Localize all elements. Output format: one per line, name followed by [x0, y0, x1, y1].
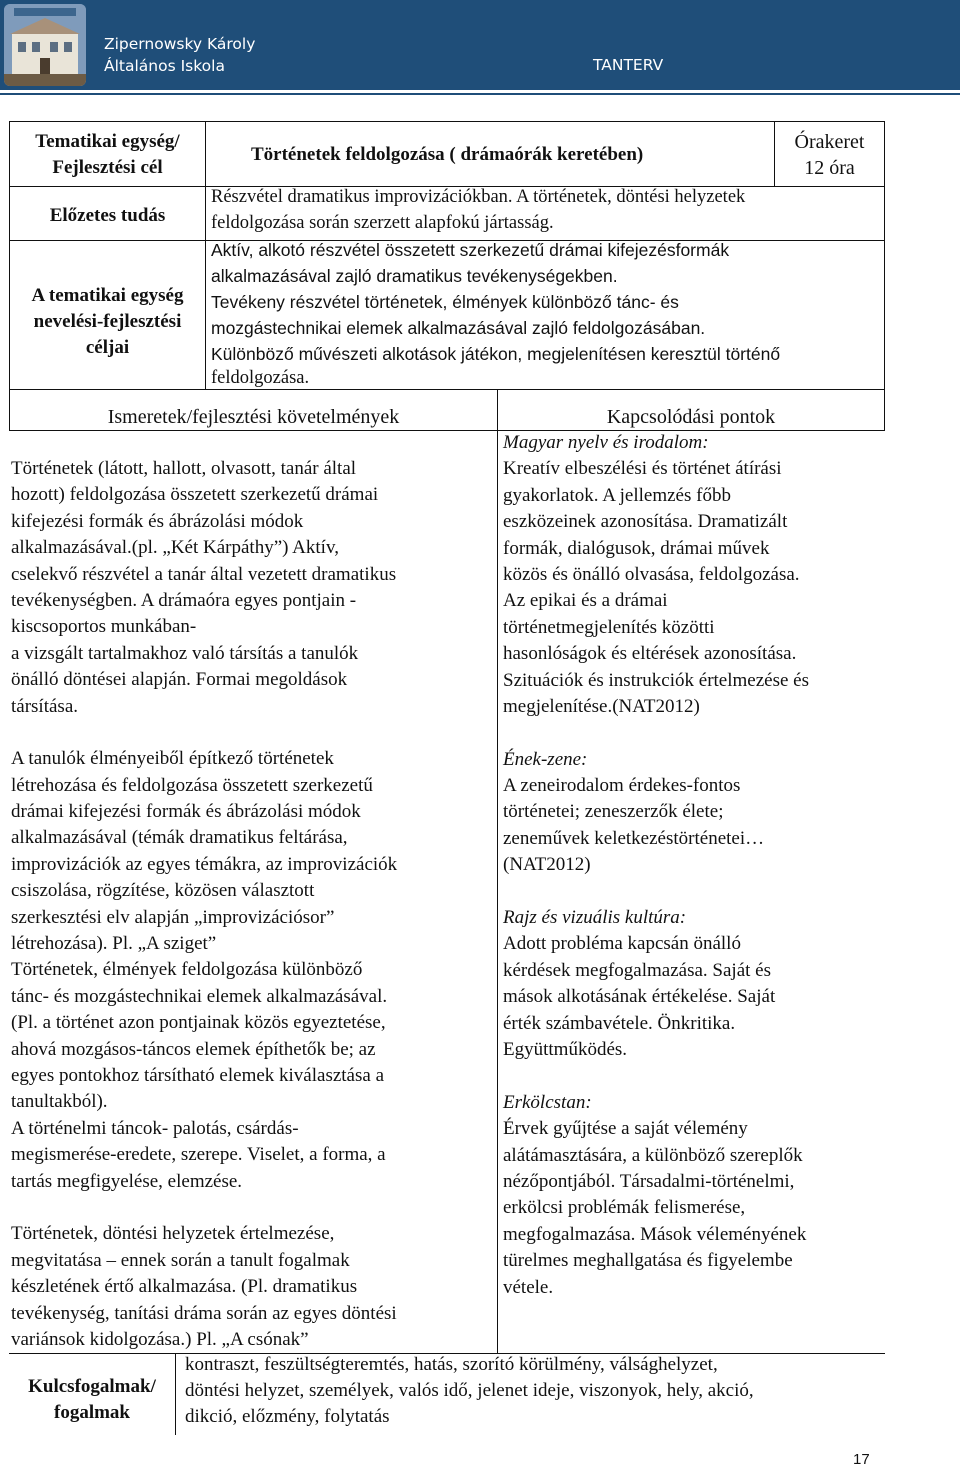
keywords-line: dikció, előzmény, folytatás	[185, 1406, 390, 1427]
requirement-line: (Pl. a történet azon pontjainak közös egyeztetése,	[11, 1012, 386, 1034]
document-type: TANTERV	[593, 56, 664, 74]
prior-knowledge-line2: feldolgozása során szerzett alapfokú jártasság.	[211, 213, 554, 233]
hours-box	[774, 129, 885, 181]
page-number: 17	[853, 1451, 870, 1468]
keywords-label	[9, 1374, 175, 1426]
connection-line: Szituációk és instrukciók értelmezése és	[503, 669, 810, 691]
prior-knowledge-line1: Részvétel dramatikus improvizációkban. A történetek, döntési helyzetek	[211, 187, 746, 207]
hours-value: 12 óra	[804, 157, 855, 179]
goals-label-line1: A tematikai egység	[31, 285, 184, 306]
requirement-line	[11, 1195, 397, 1221]
connection-line: Kreatív elbeszélési és történet átírási	[503, 458, 782, 480]
connection-line: A zeneirodalom érdekes-fontos	[503, 775, 741, 797]
row1-label-line2: Fejlesztési cél	[52, 157, 163, 178]
keywords-label-line1: Kulcsfogalmak/	[28, 1376, 156, 1397]
header-banner	[0, 0, 960, 90]
connection-line: nézőpontjából. Társadalmi-történelmi,	[503, 1170, 795, 1192]
requirement-line: ahová mozgásos-táncos elemek építhetők be; az	[11, 1038, 376, 1060]
goals-label	[9, 283, 206, 361]
keywords-label-line2: fogalmak	[54, 1402, 130, 1423]
school-logo	[4, 4, 86, 86]
requirement-line: csiszolása, rögzítése, közösen választott	[11, 880, 315, 902]
unit-title: Történetek feldolgozása ( drámaórák keretében)	[251, 144, 644, 165]
requirement-line: tevékenységben. A drámaóra egyes pontjain -	[11, 589, 357, 611]
requirements-body	[11, 456, 397, 1353]
header-divider	[0, 93, 960, 95]
requirement-line: készletének értő alkalmazása. (Pl. dramatikus	[11, 1276, 358, 1298]
requirement-line: létrehozása). Pl. „A sziget”	[11, 933, 217, 955]
connection-line: gyakorlatok. A jellemzés főbb	[503, 484, 731, 506]
connection-line: formák, dialógusok, drámai művek	[503, 537, 770, 559]
connection-line: türelmes meghallgatása és figyelembe	[503, 1250, 793, 1272]
requirement-line: tevékenység, tanítási dráma során az egyes döntési	[11, 1302, 397, 1324]
requirement-line: szerkesztési elv alapján „improvizációsor”	[11, 906, 335, 928]
connection-line: erkölcsi problémák felismerése,	[503, 1197, 746, 1219]
requirement-line	[11, 720, 397, 746]
requirement-line: Történetek, döntési helyzetek értelmezése,	[11, 1223, 335, 1245]
school-building-icon	[4, 4, 86, 86]
prior-knowledge-label: Előzetes tudás	[49, 205, 166, 226]
prior-knowledge-text	[211, 184, 745, 236]
requirement-line: megvitatása – ennek során a tanult fogalmak	[11, 1249, 350, 1271]
requirement-line: egyes pontokhoz társítható elemek kiválasztása a	[11, 1064, 385, 1086]
keywords-divider	[175, 1353, 176, 1435]
school-name-line2: Általános Iskola	[104, 57, 225, 75]
connection-line: vétele.	[503, 1276, 554, 1298]
connection-line: érték számbavétele. Önkritika.	[503, 1012, 736, 1034]
connection-line: hasonlóságok és eltérések azonosítása.	[503, 643, 797, 665]
requirements-header: Ismeretek/fejlesztési követelmények	[107, 406, 400, 428]
column-divider	[497, 430, 498, 1353]
goals-line: Tevékeny részvétel történetek, élmények különböző tánc- és	[211, 292, 679, 312]
requirement-line: hozott) feldolgozása összetett szerkezetű drámai	[11, 484, 379, 506]
requirement-line: tanultakból).	[11, 1091, 108, 1113]
connection-line: megfogalmazása. Mások véleményének	[503, 1223, 807, 1245]
goals-line: alkalmazásával zajló dramatikus tevékenységekben.	[211, 266, 618, 286]
subject-title: Erkölcstan:	[503, 1091, 592, 1113]
requirement-line: alkalmazásával (témák dramatikus feltárása,	[11, 827, 348, 849]
goals-label-line2: nevelési-fejlesztési	[33, 311, 182, 332]
block-spacer	[503, 720, 809, 746]
requirement-line: tánc- és mozgástechnikai elemek alkalmazásával.	[11, 985, 388, 1007]
keywords-line: döntési helyzet, személyek, valós idő, jelenet ideje, viszonyok, hely, akció,	[185, 1380, 754, 1401]
connection-line: megjelenítése.(NAT2012)	[503, 695, 700, 717]
requirement-line: létrehozása és feldolgozása összetett szerkezetű	[11, 774, 373, 796]
connection-line: történetmegjelenítés közötti	[503, 616, 715, 638]
requirement-line: önálló döntései alapján. Formai megoldások	[11, 669, 348, 691]
connection-line: alátámasztására, a különböző szereplők	[503, 1144, 803, 1166]
requirement-line: A tanulók élményeiből építkező történetek	[11, 748, 334, 770]
block-spacer	[503, 1063, 809, 1089]
connection-line: történetei; zeneszerzők élete;	[503, 801, 724, 823]
requirement-line: megismerése-eredete, szerepe. Viselet, a forma, a	[11, 1144, 386, 1166]
hours-label: Órakeret	[794, 131, 865, 153]
subject-title: Ének-zene:	[503, 748, 588, 770]
connection-line: Adott probléma kapcsán önálló	[503, 933, 741, 955]
subject-title: Magyar nyelv és irodalom:	[503, 432, 709, 453]
goals-text	[211, 237, 780, 389]
requirement-line: alkalmazásával.(pl. „Két Kárpáthy”) Aktív,	[11, 537, 339, 559]
keywords-text	[185, 1352, 754, 1430]
connection-line: zeneművek keletkezéstörténetei…	[503, 827, 765, 849]
requirement-line: Történetek, élmények feldolgozása különböző	[11, 959, 363, 981]
connection-line: (NAT2012)	[503, 854, 591, 876]
connection-line: közös és önálló olvasása, feldolgozása.	[503, 563, 800, 585]
goals-label-line3: céljai	[85, 337, 130, 358]
school-name-line1: Zipernowsky Károly	[104, 35, 256, 53]
requirement-line: tartás megfigyelése, elemzése.	[11, 1170, 243, 1192]
connection-line: mások alkotásának értékelése. Saját	[503, 986, 776, 1008]
requirement-line: drámai kifejezési formák és ábrázolási módok	[11, 801, 361, 823]
requirement-line: A történelmi táncok- palotás, csárdás-	[11, 1117, 299, 1139]
requirement-line: Történetek (látott, hallott, olvasott, tanár által	[11, 458, 357, 479]
goals-line: feldolgozása.	[211, 368, 310, 388]
connections-header: Kapcsolódási pontok	[606, 406, 776, 428]
row1-label	[9, 129, 206, 181]
requirement-line: improvizációk az egyes témákra, az improvizációk	[11, 853, 398, 875]
requirement-line: kifejezési formák és ábrázolási módok	[11, 510, 304, 532]
keywords-line: kontraszt, feszültségteremtés, hatás, szorító körülmény, válsághelyzet,	[185, 1354, 718, 1375]
requirement-line: társítása.	[11, 695, 79, 717]
connection-line: Együttműködés.	[503, 1038, 628, 1060]
connection-line: Az epikai és a drámai	[503, 590, 668, 612]
school-name	[104, 33, 255, 77]
requirement-line: variánsok kidolgozása.) Pl. „A csónak”	[11, 1328, 309, 1350]
requirement-line: kiscsoportos munkában-	[11, 616, 197, 638]
connection-line: Érvek gyűjtése a saját vélemény	[503, 1118, 748, 1140]
connection-line: eszközeinek azonosítása. Dramatizált	[503, 511, 788, 533]
requirement-line: cselekvő részvétel a tanár által vezetett dramatikus	[11, 563, 397, 585]
requirement-line: a vizsgált tartalmakhoz való társítás a tanulók	[11, 642, 359, 664]
goals-line: Különböző művészeti alkotások játékon, megjelenítésen keresztül történő	[211, 344, 781, 364]
connection-line: kérdések megfogalmazása. Saját és	[503, 959, 771, 981]
connections-body	[503, 430, 809, 1301]
goals-line: Aktív, alkotó részvétel összetett szerkezetű drámai kifejezésformák	[211, 240, 730, 260]
block-spacer	[503, 879, 809, 905]
row1-label-line1: Tematikai egység/	[35, 131, 180, 152]
goals-line: mozgástechnikai elemek alkalmazásával zajló feldolgozásában.	[211, 318, 706, 338]
subject-title: Rajz és vizuális kultúra:	[503, 907, 687, 929]
